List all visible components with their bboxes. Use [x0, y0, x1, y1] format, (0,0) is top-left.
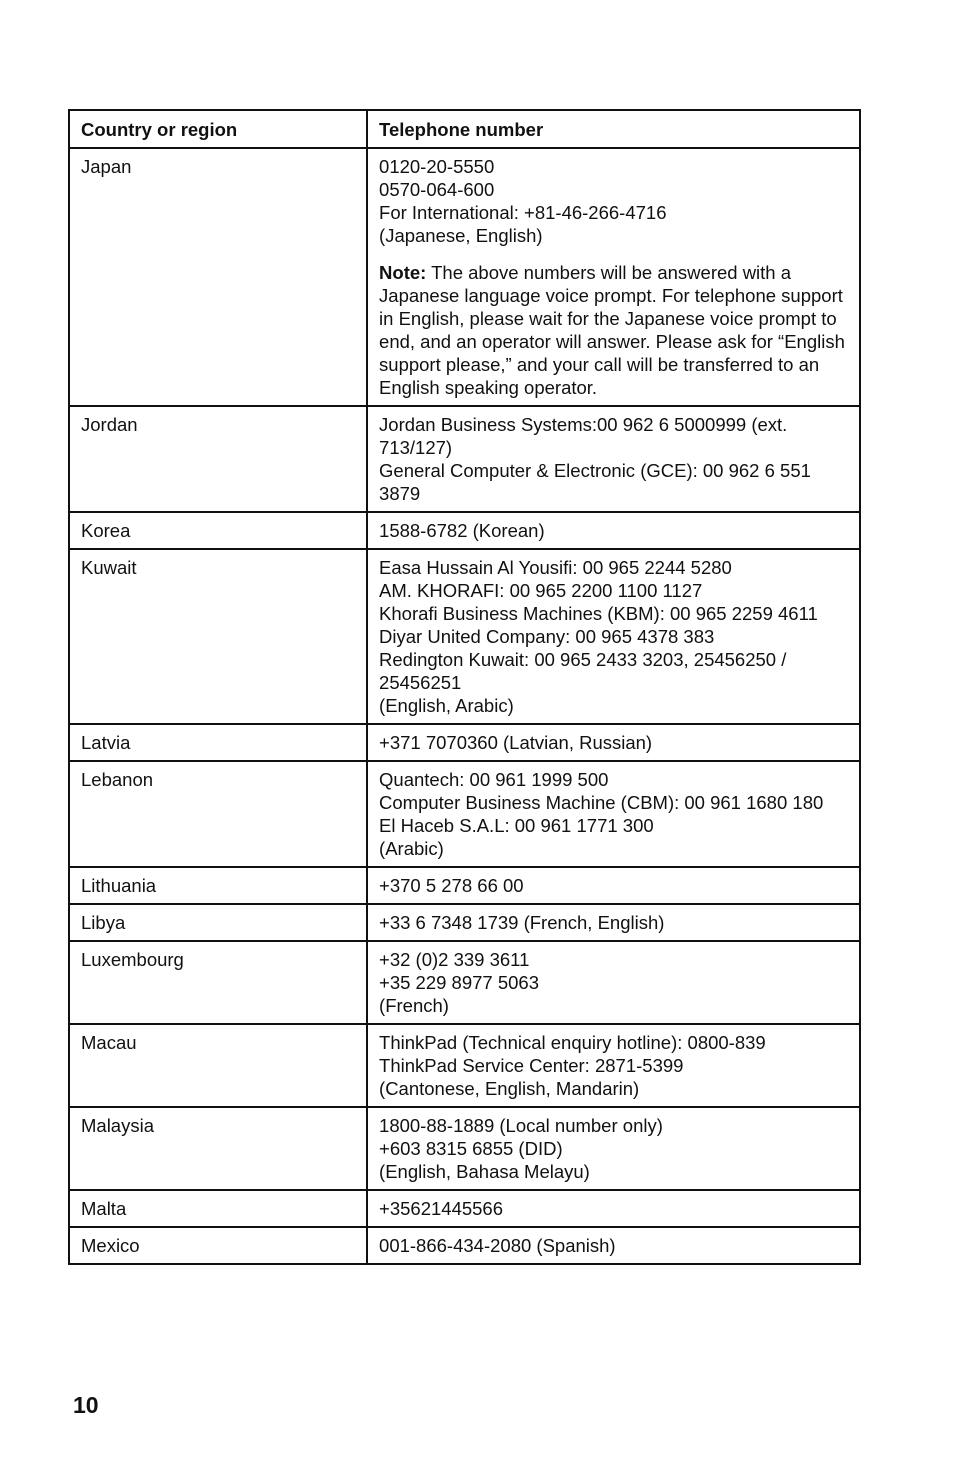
phone-text: 0120-20-5550 0570-064-600 For International: +81-46-266-4716 (Japanese, English) [379, 156, 667, 246]
phone-cell: 1800-88-1889 (Local number only) +603 8315 6855 (DID) (English, Bahasa Melayu) [367, 1107, 860, 1190]
phone-cell: Quantech: 00 961 1999 500 Computer Business Machine (CBM): 00 961 1680 180 El Haceb S.A.L: 00 961 1771 300 (Arabic) [367, 761, 860, 867]
phone-support-table [68, 109, 861, 1265]
phone-cell [367, 148, 860, 406]
country-cell: Korea [69, 512, 367, 549]
country-cell: Malaysia [69, 1107, 367, 1190]
note-text: The above numbers will be answered with a Japanese language voice prompt. For telephone support in English, please wait for the Japanese voice prompt to end, and an operator will answer. Please ask for “English support please,” and your call will be transferred to an English speaking operator. [379, 262, 845, 398]
phone-cell: Jordan Business Systems:00 962 6 5000999 (ext. 713/127) General Computer & Electronic (GCE): 00 962 6 551 3879 [367, 406, 860, 512]
country-cell: Kuwait [69, 549, 367, 724]
table-row [69, 1024, 860, 1107]
table-row [69, 148, 860, 406]
phone-cell: +370 5 278 66 00 [367, 867, 860, 904]
table-row [69, 941, 860, 1024]
phone-cell: Easa Hussain Al Yousifi: 00 965 2244 5280 AM. KHORAFI: 00 965 2200 1100 1127 Khorafi Business Machines (KBM): 00 965 2259 4611 Diyar United Company: 00 965 4378 383 Redington Kuwait: 00 965 2433 3203, 25456250 / 25456251 (English, Arabic) [367, 549, 860, 724]
country-cell: Macau [69, 1024, 367, 1107]
table-header-row [69, 110, 860, 148]
table-row [69, 724, 860, 761]
country-cell: Japan [69, 148, 367, 406]
phone-cell: 1588-6782 (Korean) [367, 512, 860, 549]
phone-cell: ThinkPad (Technical enquiry hotline): 0800-839 ThinkPad Service Center: 2871-5399 (Cantonese, English, Mandarin) [367, 1024, 860, 1107]
country-cell: Jordan [69, 406, 367, 512]
phone-cell: +32 (0)2 339 3611 +35 229 8977 5063 (French) [367, 941, 860, 1024]
table-row [69, 512, 860, 549]
table-row [69, 867, 860, 904]
table-row [69, 904, 860, 941]
country-cell: Libya [69, 904, 367, 941]
phone-cell: 001-866-434-2080 (Spanish) [367, 1227, 860, 1264]
country-cell: Lithuania [69, 867, 367, 904]
table-row [69, 761, 860, 867]
page-number: 10 [73, 1392, 99, 1418]
table-row [69, 549, 860, 724]
country-cell: Luxembourg [69, 941, 367, 1024]
country-column-header: Country or region [69, 110, 367, 148]
table-row [69, 1190, 860, 1227]
phone-cell: +371 7070360 (Latvian, Russian) [367, 724, 860, 761]
phone-cell: +33 6 7348 1739 (French, English) [367, 904, 860, 941]
note-label: Note: [379, 262, 427, 283]
country-cell: Mexico [69, 1227, 367, 1264]
phone-cell: +35621445566 [367, 1190, 860, 1227]
country-cell: Lebanon [69, 761, 367, 867]
country-cell: Latvia [69, 724, 367, 761]
note-block [379, 261, 849, 399]
table-row [69, 406, 860, 512]
table-row [69, 1227, 860, 1264]
table-row [69, 1107, 860, 1190]
country-cell: Malta [69, 1190, 367, 1227]
phone-column-header: Telephone number [367, 110, 860, 148]
